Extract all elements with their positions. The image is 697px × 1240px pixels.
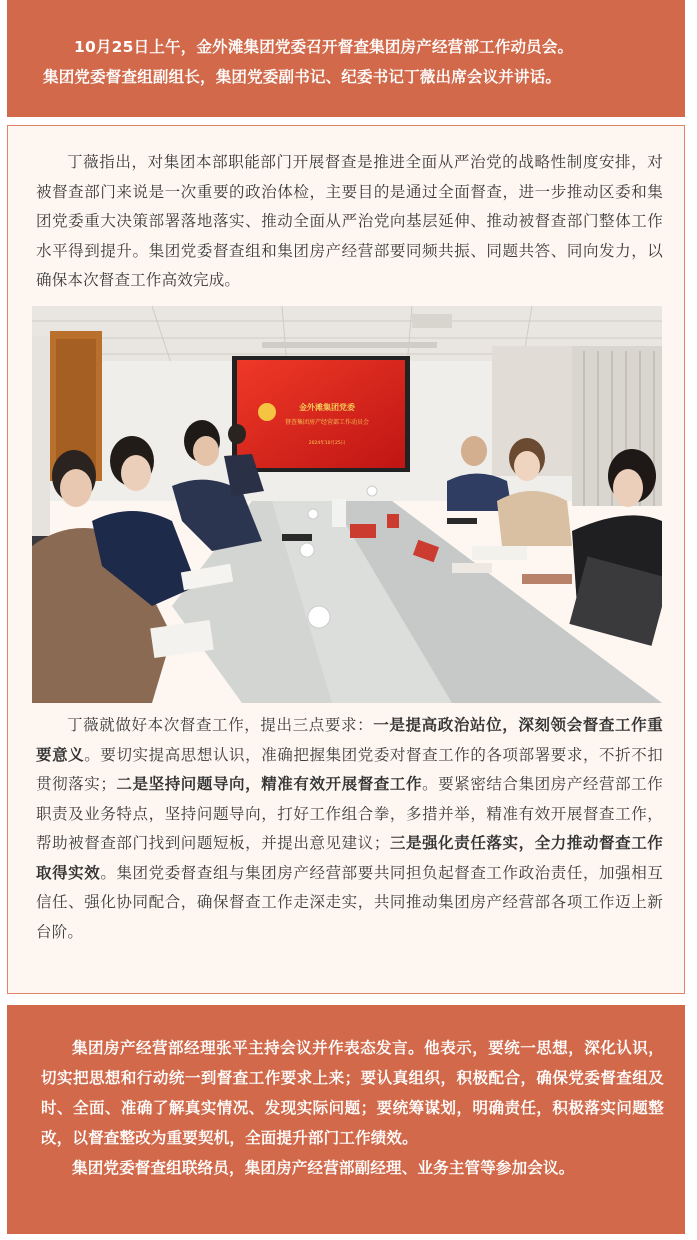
- closing-paragraph-2: 集团党委督查组联络员，集团房产经营部副经理、业务主管等参加会议。: [72, 1159, 575, 1177]
- screen-subtitle: 督查集团房产经营部工作动员会: [284, 419, 370, 426]
- paragraph-requirements: [36, 711, 663, 947]
- intro-line-1: 10月25日上午，金外滩集团党委召开督查集团房产经营部工作动员会。: [74, 38, 574, 56]
- requirement-1-detail: 。要切实提高思想认识，准确把握集团党委对督查工作的各项部署要求，不折不扣贯彻落实；: [36, 745, 663, 793]
- intro-text: [43, 32, 663, 92]
- screen-date: 2024年10月25日: [308, 441, 346, 446]
- requirement-2: 二是坚持问题导向，精准有效开展督查工作: [116, 775, 423, 793]
- meeting-photo: [32, 306, 662, 703]
- requirement-1: 一是提高政治站位，深刻领会督查工作重要意义: [36, 716, 663, 764]
- closing-banner: [7, 1005, 685, 1234]
- requirements-intro: 丁薇就做好本次督查工作，提出三点要求：: [67, 716, 374, 734]
- intro-banner: [7, 0, 685, 117]
- article-body: [7, 125, 685, 994]
- requirement-2-detail: 。要紧密结合集团房产经营部工作职责及业务特点，坚持问题导向，打好工作组合拳，多措并举，精准有效开展督查工作，帮助被督查部门找到问题短板，并提出意见建议；: [36, 775, 663, 852]
- screen-title: 金外滩集团党委: [299, 403, 355, 412]
- intro-line-2: 集团党委督查组副组长，集团党委副书记、纪委书记丁薇出席会议并讲话。: [43, 68, 562, 86]
- paragraph-speech: 丁薇指出，对集团本部职能部门开展督查是推进全面从严治党的战略性制度安排，对被督查部门来说是一次重要的政治体检，主要目的是通过全面督查，进一步推动区委和集团党委重大决策部署落地落实、推动全面从严治党向基层延伸、推动被督查部门整体工作水平得到提升。集团党委督查组和集团房产经营部要同频共振、同题共答、同向发力，以确保本次督查工作高效完成。: [36, 153, 663, 289]
- requirement-3: 三是强化责任落实，全力推动督查工作取得实效: [36, 834, 664, 882]
- closing-paragraph-1: 集团房产经营部经理张平主持会议并作表态发言。他表示，要统一思想，深化认识，切实把思想和行动统一到督查工作要求上来；要认真组织，积极配合，确保党委督查组及时、全面、准确了解真实情况、发现实际问题；要统筹谋划，明确责任，积极落实问题整改，以督查整改为重要契机，全面提升部门工作绩效。: [41, 1039, 664, 1147]
- requirement-3-detail: 。集团党委督查组与集团房产经营部要共同担负起督查工作政治责任，加强相互信任、强化协同配合，确保督查工作走深走实，共同推动集团房产经营部各项工作迈上新台阶。: [36, 863, 663, 941]
- closing-text: [41, 1033, 664, 1183]
